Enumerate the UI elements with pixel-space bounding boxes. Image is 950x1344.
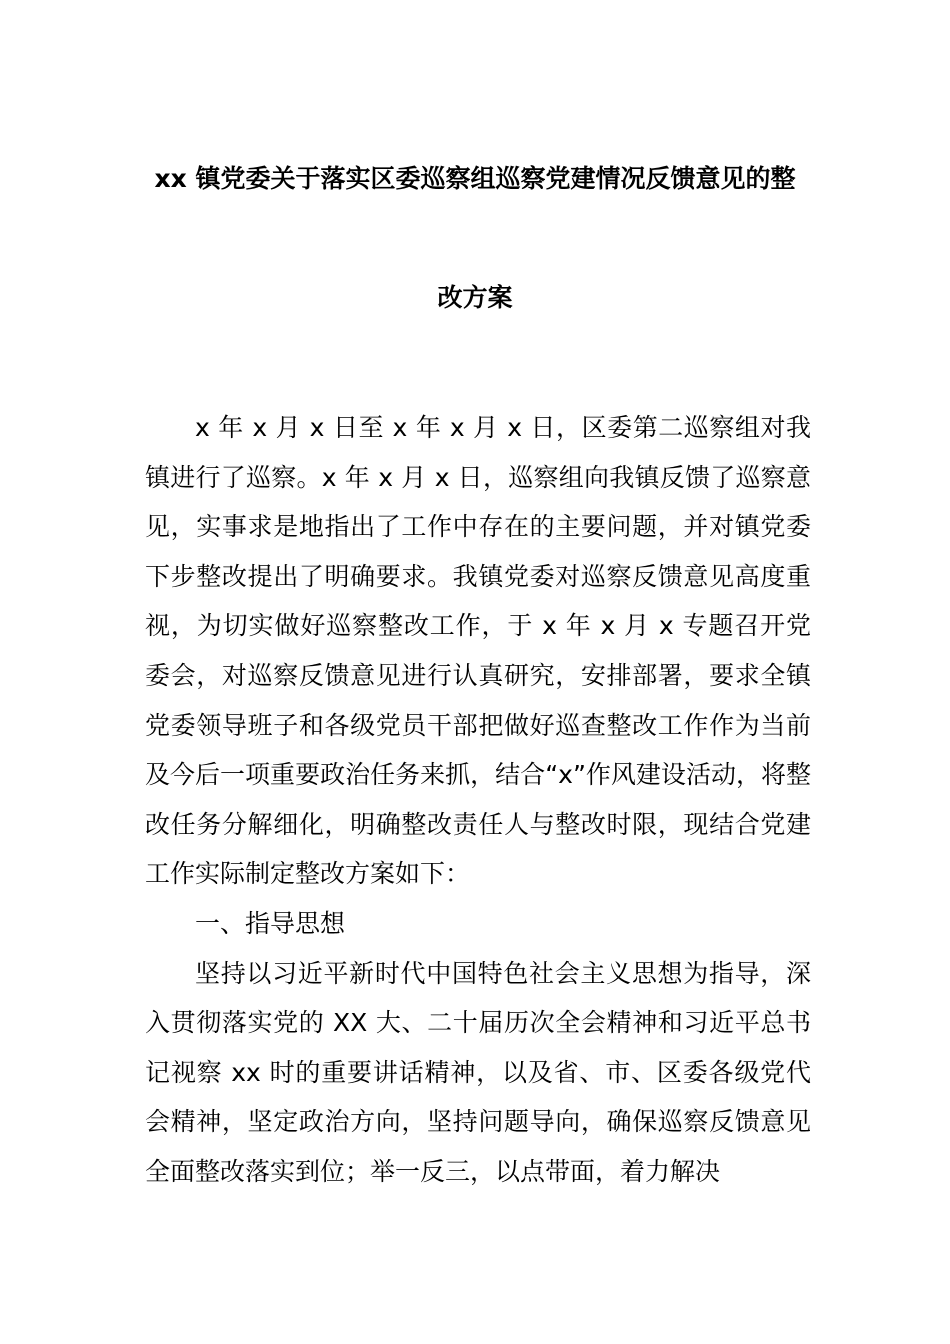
document-title-line-1: xx 镇党委关于落实区委巡察组巡察党建情况反馈意见的整 [154, 164, 796, 193]
section-heading-guiding-ideology: 一、指导思想 [195, 908, 346, 938]
guiding-ideology-paragraph: 坚持以习近平新时代中国特色社会主义思想为指导，深入贯彻落实党的 XX 大、二十届历次全会精神和习近平总书记视察 xx 时的重要讲话精神，以及省、市、区委各级党代会精神，坚定政治方向，坚持问题导向，确保巡察反馈意见全面整改落实到位；举一反三，以点带面，着力解决 [145, 958, 811, 1186]
document-body [145, 403, 811, 1197]
document-title-line-2: 改方案 [437, 283, 513, 312]
intro-paragraph: x 年 x 月 x 日至 x 年 x 月 x 日，区委第二巡察组对我镇进行了巡察。x 年 x 月 x 日，巡察组向我镇反馈了巡察意见，实事求是地指出了工作中存在的主要问题，并对镇党委下步整改提出了明确要求。我镇党委对巡察反馈意见高度重视，为切实做好巡察整改工作，于 x 年 x 月 x 专题召开党委会，对巡察反馈意见进行认真研究，安排部署，要求全镇党委领导班子和各级党员干部把做好巡查整改工作作为当前及今后一项重要政治任务来抓，结合“x”作风建设活动，将整改任务分解细化，明确整改责任人与整改时限，现结合党建工作实际制定整改方案如下： [145, 413, 811, 889]
